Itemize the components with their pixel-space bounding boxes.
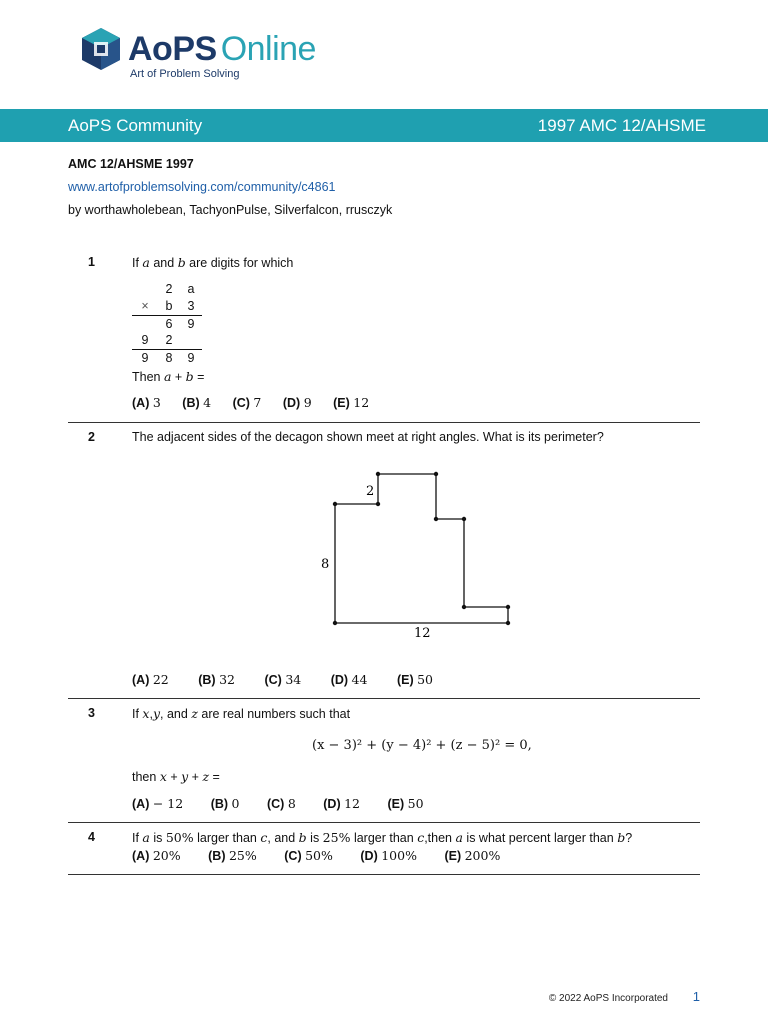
answer-choices [132, 672, 451, 687]
choice-a[interactable]: (A) 20% [132, 848, 181, 863]
mult-digit: 8 [165, 351, 173, 365]
problem-number: 1 [88, 255, 95, 269]
copyright-notice: © 2022 AoPS Incorporated [548, 993, 668, 1004]
problem-number: 2 [88, 430, 95, 444]
community-link[interactable]: www.artofproblemsolving.com/community/c4861 [68, 180, 336, 194]
mult-digit: 9 [141, 351, 149, 365]
answer-choices [132, 796, 442, 811]
banner-community-title[interactable]: AoPS Community [68, 116, 203, 135]
choice-d[interactable]: (D) 100% [360, 848, 417, 863]
choice-c[interactable]: (C) 7 [232, 395, 262, 410]
mult-digit: 2 [165, 333, 173, 347]
problem-number: 3 [88, 706, 95, 720]
problem-1-question: Then a + b = [132, 369, 205, 384]
choice-a[interactable]: (A) 22 [132, 672, 169, 687]
problem-divider [68, 422, 700, 423]
problem-2-text: The adjacent sides of the decagon shown meet at right angles. What is its perimeter? [132, 430, 604, 444]
problem-3-equation: (x − 3)² + (y − 4)² + (z − 5)² = 0, [312, 738, 532, 753]
choice-b[interactable]: (B) 25% [208, 848, 257, 863]
page-number: 1 [692, 989, 700, 1004]
mult-digit: b [165, 299, 173, 313]
choice-d[interactable]: (D) 12 [323, 796, 360, 811]
problem-3-intro: If x,y, and z are real numbers such that [132, 706, 351, 721]
mult-rule [132, 315, 202, 316]
problem-number: 4 [88, 830, 95, 844]
mult-digit: 9 [187, 317, 195, 331]
choice-e[interactable]: (E) 12 [333, 395, 370, 410]
banner-contest-title: 1997 AMC 12/AHSME [537, 116, 706, 135]
choice-d[interactable]: (D) 9 [282, 395, 312, 410]
choice-c[interactable]: (C) 50% [284, 848, 333, 863]
problem-divider [68, 822, 700, 823]
problem-1-intro: If a and b are digits for which [132, 255, 294, 270]
problem-4-text: If a is 50% larger than c, and b is 25% larger than c,then a is what percent larger than b? [132, 830, 633, 845]
mult-digit: 3 [187, 299, 195, 313]
logo-wordmark: AoPS Online [128, 30, 316, 68]
problem-divider [68, 698, 700, 699]
choice-e[interactable]: (E) 50 [387, 796, 424, 811]
choice-b[interactable]: (B) 32 [198, 672, 235, 687]
choice-c[interactable]: (C) 34 [264, 672, 302, 687]
choice-a[interactable]: (A) 3 [132, 395, 161, 410]
mult-digit: 2 [165, 282, 173, 296]
problem-divider [68, 874, 700, 875]
mult-digit: 9 [141, 333, 149, 347]
choice-d[interactable]: (D) 44 [330, 672, 368, 687]
answer-choices [132, 848, 518, 863]
mult-digit: 6 [165, 317, 173, 331]
choice-b[interactable]: (B) 4 [182, 395, 212, 410]
problem-3-question: then x + y + z = [132, 769, 220, 784]
authors-line: by worthawholebean, TachyonPulse, Silverfalcon, rrusczyk [68, 203, 393, 217]
community-banner [0, 109, 768, 142]
answer-choices [132, 395, 387, 410]
figure-label-top: 2 [366, 484, 375, 499]
logo-tagline: Art of Problem Solving [130, 68, 240, 80]
figure-label-bottom: 12 [414, 626, 431, 641]
figure-label-left: 8 [321, 557, 330, 572]
contest-title: AMC 12/AHSME 1997 [68, 157, 194, 171]
mult-digit: a [187, 282, 195, 296]
aops-logo[interactable] [80, 24, 340, 84]
choice-a[interactable]: (A) − 12 [132, 796, 184, 811]
choice-e[interactable]: (E) 50 [396, 672, 433, 687]
times-symbol: × [141, 299, 149, 313]
decagon-figure [0, 460, 768, 660]
mult-rule [132, 349, 202, 350]
choice-e[interactable]: (E) 200% [444, 848, 501, 863]
mult-digit: 9 [187, 351, 195, 365]
choice-b[interactable]: (B) 0 [210, 796, 240, 811]
logo-cube-icon [80, 26, 122, 72]
choice-c[interactable]: (C) 8 [266, 796, 296, 811]
